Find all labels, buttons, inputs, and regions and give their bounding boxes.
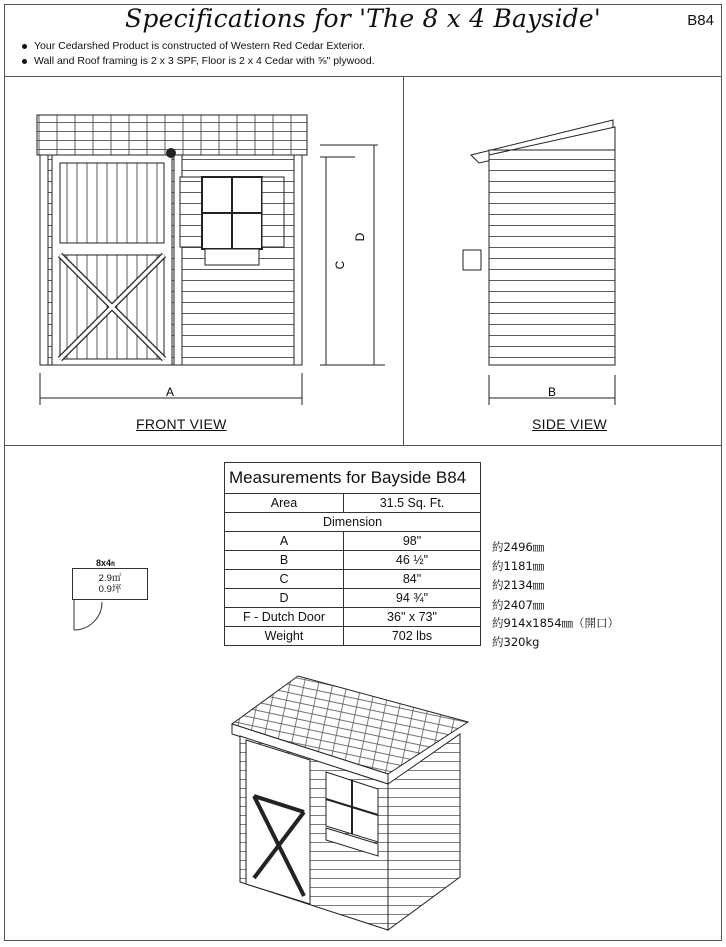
table-row: D 94 ¾" — [225, 589, 481, 608]
door-swing-icon — [72, 600, 112, 632]
model-code: B84 — [687, 12, 714, 29]
floor-area-m2: 2.9㎡ — [98, 573, 122, 584]
metric-c: 約2134㎜ — [492, 578, 545, 592]
dim-d-label: D — [353, 232, 367, 242]
bullet-item: Your Cedarshed Product is constructed of Western Red Cedar Exterior. — [20, 39, 375, 54]
floor-plan-title: 8x4ft — [96, 558, 116, 568]
divider — [4, 76, 722, 77]
floor-plan — [72, 568, 148, 600]
table-row: Area 31.5 Sq. Ft. — [225, 494, 481, 513]
table-row: Weight 702 lbs — [225, 627, 481, 646]
side-view-label: SIDE VIEW — [532, 416, 608, 432]
metric-door: 約914x1854㎜（開口） — [492, 616, 620, 630]
front-view-drawing — [30, 105, 390, 410]
divider — [403, 76, 404, 445]
measurements-table — [224, 462, 481, 646]
dim-a-label: A — [165, 385, 175, 399]
table-row: A 98" — [225, 532, 481, 551]
divider — [4, 445, 722, 446]
front-view-label: FRONT VIEW — [136, 416, 227, 432]
table-caption: Measurements for Bayside B84 — [225, 463, 481, 494]
floor-area-tsubo: 0.9坪 — [98, 584, 122, 595]
dimension-header: Dimension — [225, 513, 481, 532]
dim-b-label: B — [547, 385, 557, 399]
metric-b: 約1181㎜ — [492, 559, 545, 573]
metric-a: 約2496㎜ — [492, 540, 545, 554]
table-row: F - Dutch Door 36" x 73" — [225, 608, 481, 627]
table-row: C 84" — [225, 570, 481, 589]
metric-weight: 約320kg — [492, 635, 540, 649]
dim-c-label: C — [333, 260, 347, 270]
metric-d: 約2407㎜ — [492, 598, 545, 612]
spec-bullets — [20, 39, 375, 69]
page-title: Specifications for 'The 8 x 4 Bayside' — [125, 4, 601, 33]
table-row: B 46 ½" — [225, 551, 481, 570]
side-view-drawing — [455, 105, 635, 410]
bullet-item: Wall and Roof framing is 2 x 3 SPF, Floor is 2 x 4 Cedar with ⅝" plywood. — [20, 54, 375, 69]
shed-3d-drawing — [228, 672, 478, 937]
